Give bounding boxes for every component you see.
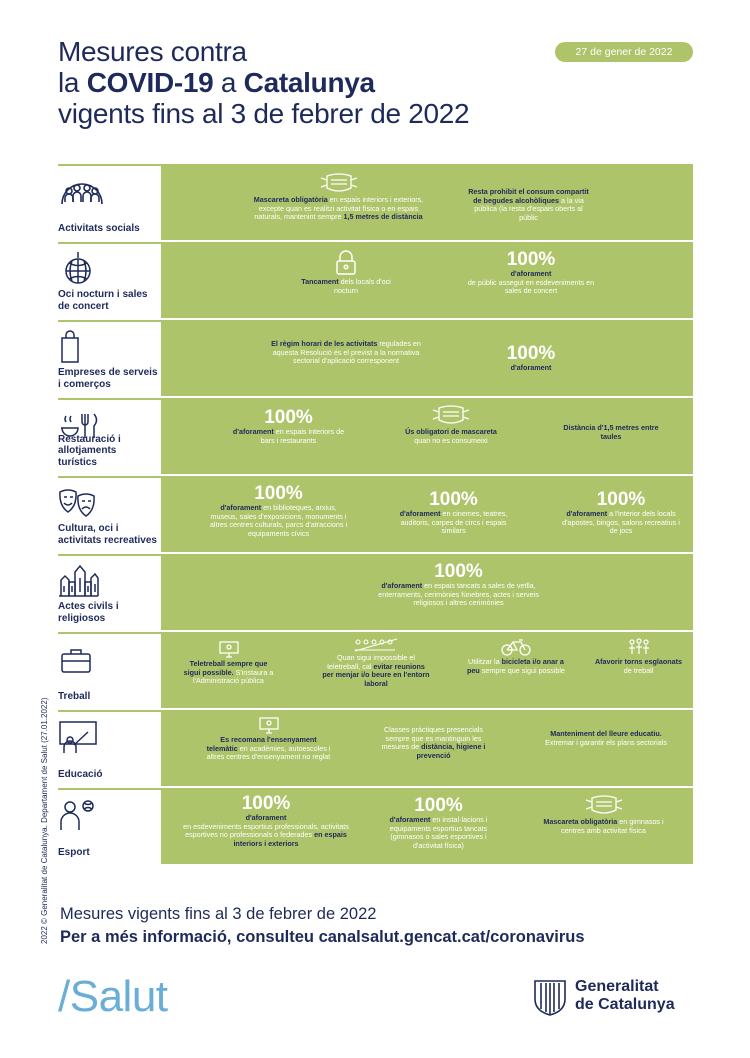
theatre-masks-icon [58, 486, 106, 520]
buildings-icon [58, 564, 106, 598]
measure-cell: 100% d'aforament en esdeveniments esportius professionals, activitats esportives no professionals o federades en espais interiors i exteriors [183, 793, 349, 848]
title-line-1: Mesures contra [58, 36, 247, 67]
row-actes-civils [58, 554, 693, 630]
monitor-icon [258, 716, 280, 734]
measure-cell: Classes pràctiques presencials sempre que es mantinguin les mesures de distància, higiene i prevenció [381, 725, 486, 760]
measure-cell: 100% d'aforament en espais interiors de bars i restaurants [232, 407, 345, 445]
measure-cell: Distància d'1,5 metres entre taules [563, 423, 659, 441]
measure-cell: Ús obligatori de mascareta quan no es consumeixi [396, 404, 506, 445]
row-label: Oci nocturn i sales de concert [58, 289, 148, 312]
row-activitats-socials [58, 164, 693, 240]
crowd-crossed-icon [353, 638, 399, 652]
teacher-icon [58, 720, 106, 754]
footer-validity: Mesures vigents fins al 3 de febrer de 2022 [60, 905, 377, 923]
row-oci-nocturn [58, 242, 693, 318]
row-treball [58, 632, 693, 708]
measure-cell: Tancament dels locals d'oci nocturn [291, 250, 401, 295]
measure-cell: 100% d'aforament [506, 343, 556, 372]
row-label: Cultura, oci i activitats recreatives [58, 523, 157, 546]
monitor-icon [218, 640, 240, 658]
group-of-people-icon [58, 174, 106, 208]
athlete-icon [58, 798, 106, 832]
face-mask-icon [584, 794, 624, 816]
generalitat-shield-icon [533, 977, 567, 1017]
copyright-vertical: 2022 © Generalitat de Catalunya. Departament de Salut (27.01.2022) [40, 697, 49, 944]
row-educacio [58, 710, 693, 786]
row-cultura [58, 476, 693, 552]
measures-table [58, 164, 693, 864]
page-title [58, 36, 518, 129]
generalitat-logo [533, 975, 698, 1023]
measure-cell: Es recomana l'ensenyament telemàtic en acadèmies, autoescoles i altres centres d'ensenyament no reglat [206, 716, 331, 762]
padlock-icon [335, 250, 357, 276]
row-label: Educació [58, 768, 103, 780]
row-label: Esport [58, 846, 90, 858]
row-label: Treball [58, 690, 91, 702]
face-mask-icon [431, 404, 471, 426]
briefcase-icon [58, 642, 106, 676]
row-restauracio [58, 398, 693, 474]
measure-cell: Mascareta obligatòria en espais interiors i exteriors, excepte quan es realitzi activitat física o en espais naturals, mantenint sempre 1,5 metres de distància [251, 172, 426, 222]
measure-cell: Afavorir torns esglaonats de treball [591, 638, 686, 675]
measure-cell: Manteniment del lleure educatiu. Extremar i garantir els plans sectorials [545, 729, 667, 747]
row-label: Activitats socials [58, 222, 140, 234]
row-label: Actes civils i religiosos [58, 601, 119, 624]
title-line-2: la COVID-19 a Catalunya [58, 67, 375, 98]
measure-cell: Utilitzar la bicicleta i/o anar a peu sempre que sigui possible [466, 638, 566, 675]
face-mask-icon [319, 172, 359, 194]
title-line-3: vigents fins al 3 de febrer de 2022 [58, 98, 470, 129]
footer-more-info[interactable]: Per a més informació, consulteu canalsalut.gencat.cat/coronavirus [60, 928, 585, 946]
measure-cell: 100% d'aforament en espais tancats a sales de vetlla, enterraments, cerimònies fúnebres, actes i serveis religiosos i altres cerimònies [378, 561, 539, 608]
measure-cell: 100% d'aforament de públic assegut en esdeveniments en sales de concert [467, 249, 595, 296]
measure-cell: 100% d'aforament en biblioteques, arxius, museus, sales d'exposicions, monuments i altres centres culturals, parcs d'atraccions i equipaments cívics [209, 483, 348, 538]
measure-cell: 100% d'aforament a l'interior dels locals d'apostes, bingos, salons recreatius i de jocs [562, 489, 680, 536]
measure-cell: 100% d'aforament en cinemes, teatres, auditoris, carpes de circs i espais similars [399, 489, 508, 536]
row-label: Restauració i allotjaments turístics [58, 433, 121, 468]
row-esport [58, 788, 693, 864]
generalitat-name-1: Generalitat [575, 978, 659, 995]
measure-cell: Mascareta obligatòria en gimnasos i centres amb activitat física [541, 794, 666, 835]
shopping-bag-icon [58, 330, 106, 364]
row-empreses [58, 320, 693, 396]
people-icon [626, 638, 652, 656]
disco-ball-icon [58, 252, 106, 286]
measure-cell: 100% d'aforament en instal·lacions i equipaments esportius tancats (gimnasos o sales esportives i d'activitat física) [389, 795, 488, 850]
measure-cell: Quan sigui impossible el teletreball, cal evitar reunions per menjar i/o beure en l'entorn laboral [321, 638, 431, 688]
measure-cell: Resta prohibit el consum compartit de begudes alcohòliques a la via pública (la resta d'espais oberts al públic [468, 187, 589, 222]
generalitat-name-2: de Catalunya [575, 996, 675, 1013]
measure-cell: Teletreball sempre que sigui possible. S'instaura a l'Administració pública [181, 640, 276, 686]
bicycle-icon [501, 638, 531, 656]
measure-cell: El règim horari de les activitats regulades en aquesta Resolució és el previst a la normativa sectorial d'aplicació corresponent [271, 339, 421, 366]
salut-logo: /Salut [58, 972, 168, 1021]
row-label: Empreses de serveis i comerços [58, 367, 158, 390]
date-badge: 27 de gener de 2022 [555, 42, 693, 62]
